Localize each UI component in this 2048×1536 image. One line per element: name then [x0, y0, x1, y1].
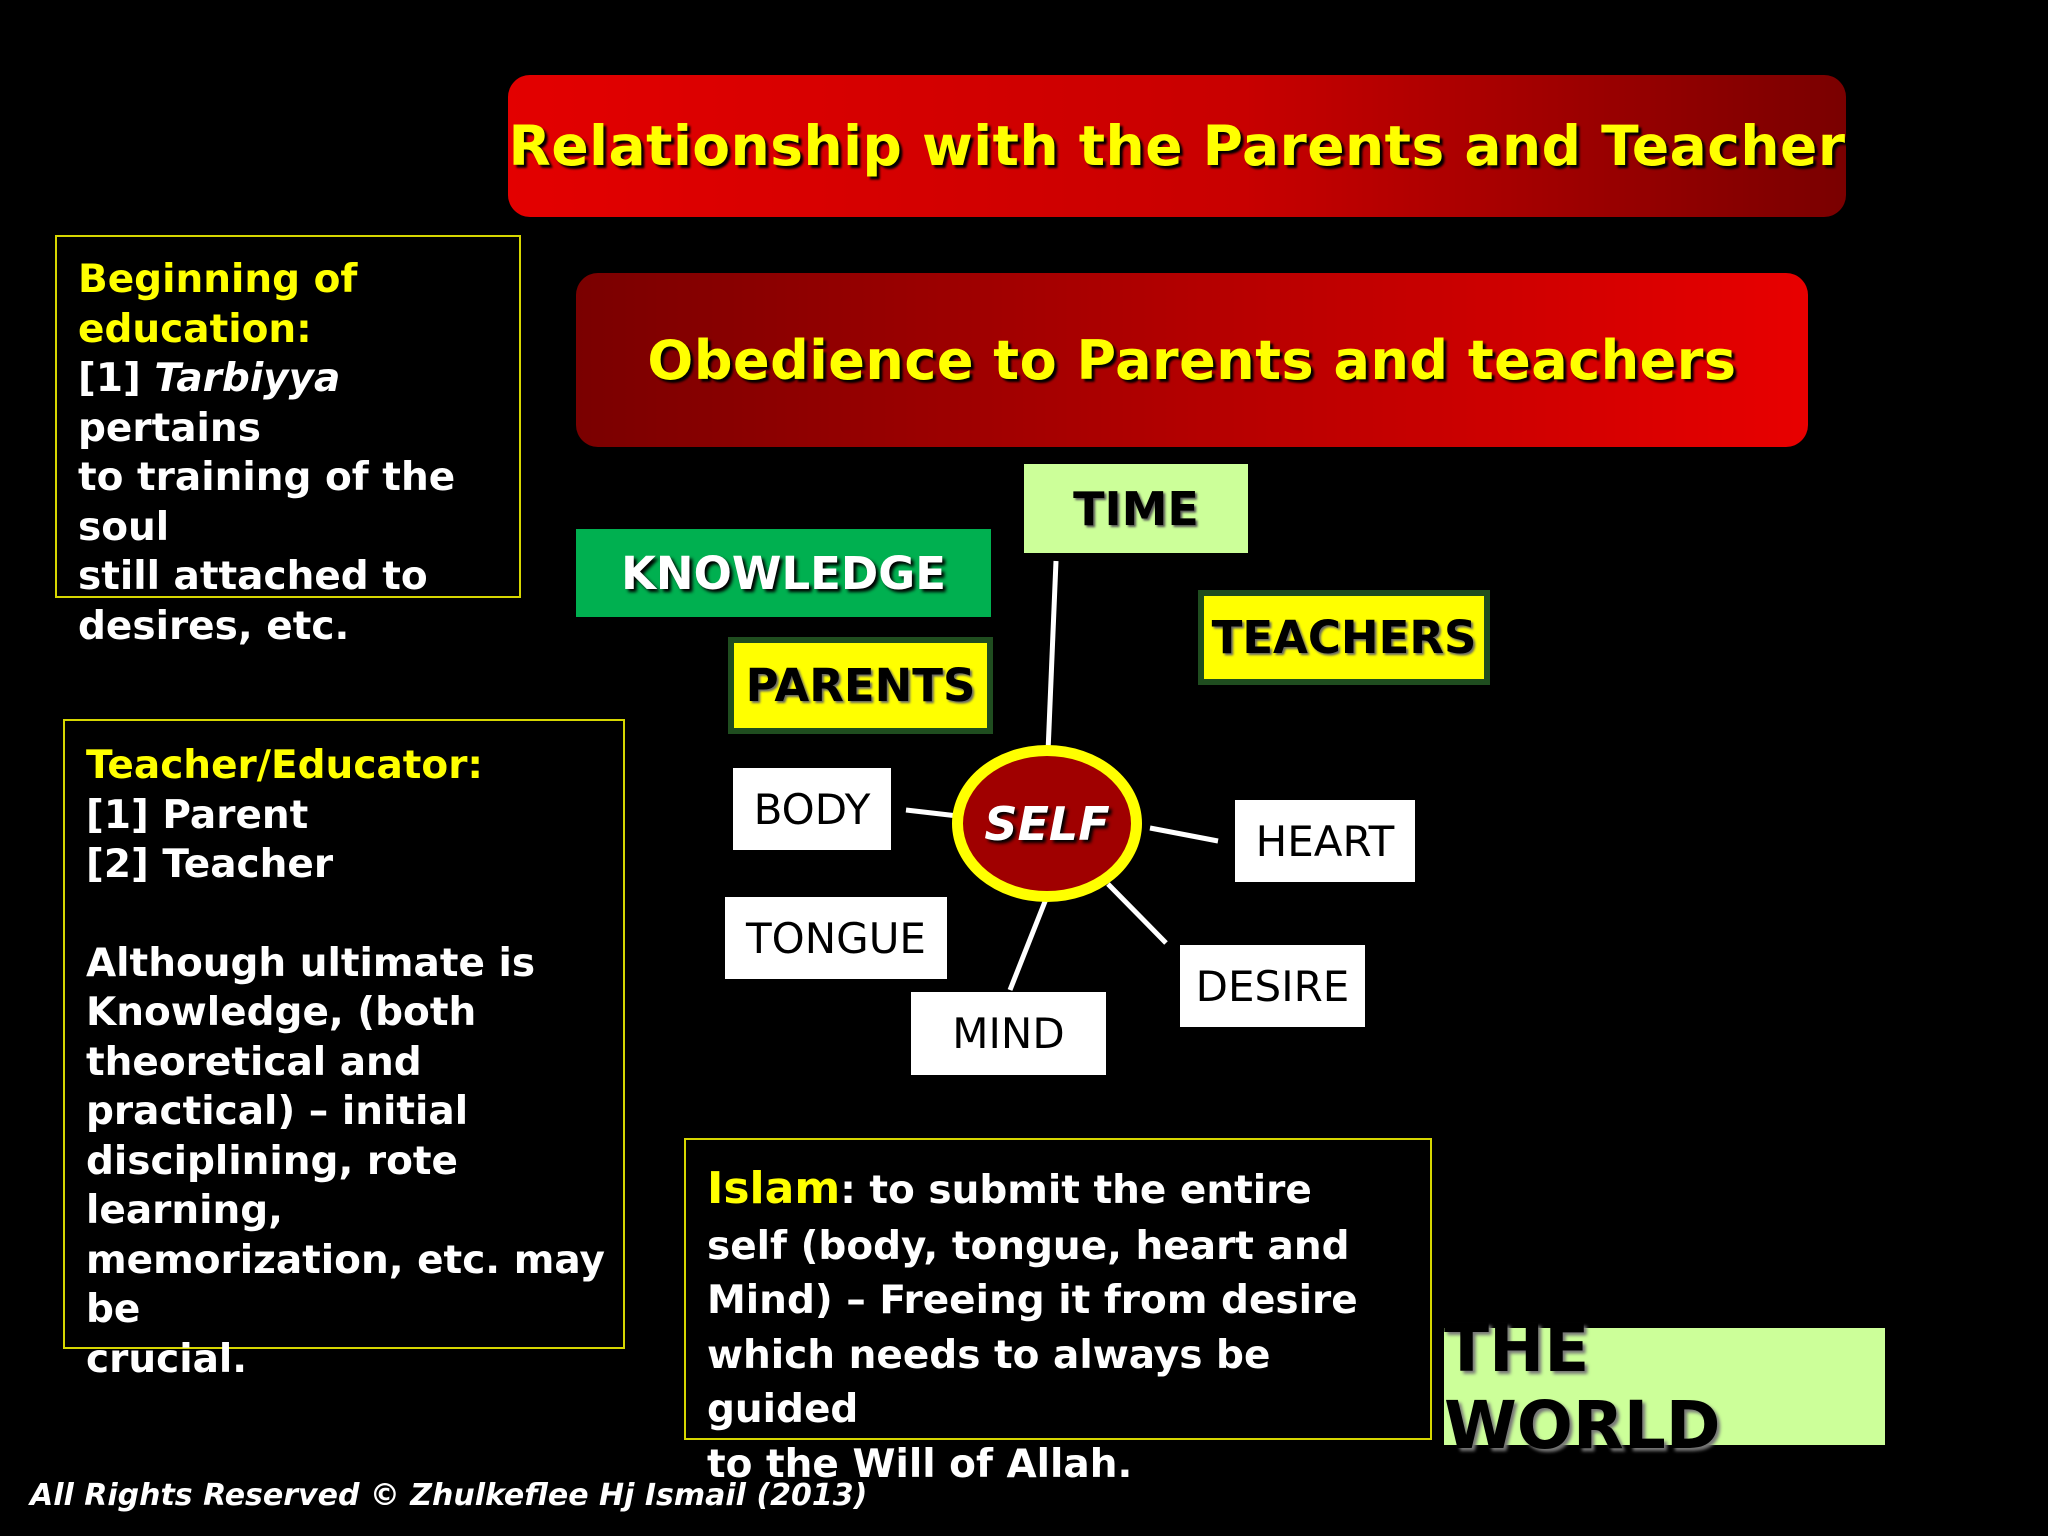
desire-node: DESIRE	[1180, 945, 1365, 1027]
beginning-of-education-box	[55, 235, 521, 649]
islam-line-2: self (body, tongue, heart and	[707, 1223, 1350, 1269]
beginning-line3: still attached to	[78, 554, 428, 600]
islam-line	[707, 1158, 1430, 1220]
mind-node: MIND	[911, 992, 1106, 1075]
page-title: Relationship with the Parents and Teacher	[508, 114, 1846, 178]
islam-term: Islam	[707, 1163, 841, 1214]
educator-para-line: memorization, etc. may be	[86, 1237, 605, 1333]
connector-desire	[1108, 884, 1166, 943]
connector-body	[906, 810, 958, 816]
beginning-num: [1]	[78, 356, 155, 402]
educator-para-line: practical) – initial	[86, 1089, 469, 1135]
subtitle-banner	[576, 273, 1808, 447]
copyright-notice: All Rights Reserved © Zhulkeflee Hj Ismail (2013)	[30, 1478, 868, 1513]
islam-line-1: : to submit the entire	[840, 1168, 1312, 1213]
educator-para-line: theoretical and	[86, 1039, 422, 1085]
beginning-line1	[78, 354, 519, 453]
connector-heart	[1150, 828, 1218, 841]
tongue-node: TONGUE	[725, 897, 947, 979]
self-node: SELF	[952, 745, 1142, 902]
connector-mind	[1010, 899, 1046, 990]
spacer	[86, 890, 623, 939]
page-subtitle: Obedience to Parents and teachers	[647, 328, 1737, 392]
knowledge-node: KNOWLEDGE	[576, 529, 991, 617]
islam-definition-box	[684, 1138, 1432, 1487]
parents-node: PARENTS	[728, 637, 993, 734]
educator-item-teacher: [2] Teacher	[86, 842, 334, 888]
educator-para-line: crucial.	[86, 1336, 248, 1382]
body-node: BODY	[733, 768, 891, 850]
educator-heading: Teacher/Educator:	[86, 743, 484, 788]
educator-para-line: disciplining, rote learning,	[86, 1138, 458, 1234]
beginning-term: Tarbiyya	[154, 356, 341, 402]
islam-line-4: which needs to always be guided	[707, 1332, 1271, 1433]
beginning-rest1: pertains	[78, 405, 261, 451]
beginning-heading-line2: education:	[78, 306, 312, 352]
educator-para-line: Although ultimate is	[86, 940, 536, 986]
beginning-line4: desires, etc.	[78, 603, 350, 649]
islam-line-5: to the Will of Allah.	[707, 1441, 1133, 1487]
beginning-heading-line1: Beginning of	[78, 257, 358, 302]
time-node: TIME	[1024, 464, 1248, 553]
teachers-node: TEACHERS	[1198, 590, 1490, 685]
islam-line-3: Mind) – Freeing it from desire	[707, 1278, 1358, 1324]
connector-time	[1048, 561, 1056, 752]
beginning-line2: to training of the soul	[78, 455, 456, 550]
the-world-node: THE WORLD	[1444, 1328, 1885, 1445]
educator-para-line: Knowledge, (both	[86, 990, 477, 1036]
teacher-educator-box	[63, 719, 625, 1382]
title-banner	[508, 75, 1846, 217]
heart-node: HEART	[1235, 800, 1415, 882]
educator-item-parent: [1] Parent	[86, 792, 309, 838]
